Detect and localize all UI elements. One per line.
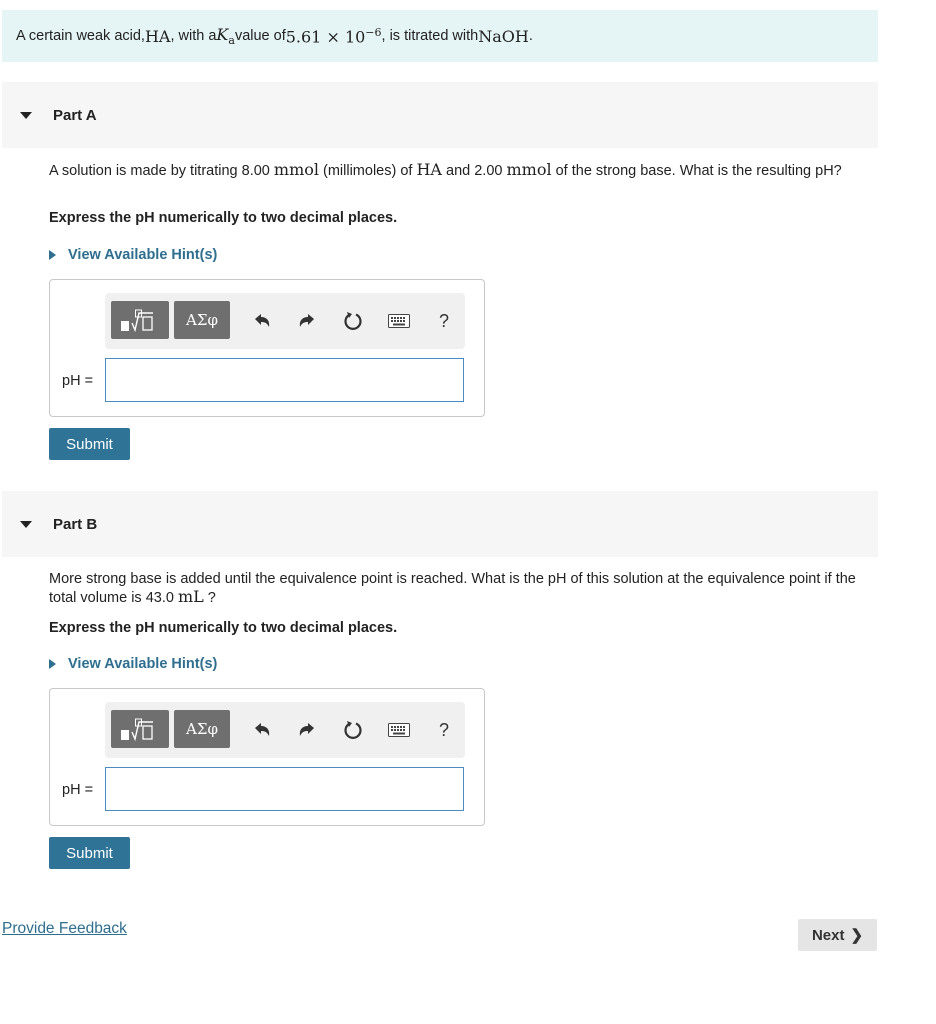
- ph-label: pH =: [62, 373, 94, 389]
- part-a-title: Part A: [53, 106, 97, 124]
- redo-icon[interactable]: [295, 718, 319, 742]
- undo-icon[interactable]: [250, 718, 274, 742]
- redo-icon[interactable]: [295, 309, 319, 333]
- part-b-header[interactable]: [2, 491, 878, 557]
- part-a-submit-button[interactable]: Submit: [49, 428, 130, 460]
- expand-hint-icon: [49, 250, 56, 260]
- ph-answer-input[interactable]: [105, 767, 464, 811]
- intro-text-2: , with a: [170, 28, 217, 44]
- ph-label: pH =: [62, 782, 94, 798]
- hint-label: View Available Hint(s): [68, 247, 218, 263]
- collapse-caret-icon[interactable]: [20, 521, 32, 528]
- part-b-instructions: Express the pH numerically to two decimal places.: [49, 620, 398, 636]
- templates-icon[interactable]: [111, 301, 169, 339]
- part-a-hint-link[interactable]: [49, 247, 217, 263]
- chevron-right-icon: ❯: [850, 927, 864, 944]
- greek-symbols-icon[interactable]: ΑΣφ: [174, 710, 230, 748]
- expand-hint-icon: [49, 659, 56, 669]
- collapse-caret-icon[interactable]: [20, 112, 32, 119]
- ka-symbol: $K_a$: [216, 24, 235, 48]
- templates-icon[interactable]: [111, 710, 169, 748]
- intro-text-4: , is titrated with: [381, 28, 479, 44]
- reset-icon[interactable]: [341, 718, 365, 742]
- next-button[interactable]: [798, 919, 877, 951]
- ph-answer-input[interactable]: [105, 358, 464, 402]
- reset-icon[interactable]: [341, 309, 365, 333]
- next-label: Next: [811, 926, 845, 944]
- undo-icon[interactable]: [250, 309, 274, 333]
- keyboard-icon[interactable]: [387, 718, 411, 742]
- part-b-answer-box: [49, 688, 485, 826]
- help-icon[interactable]: ?: [438, 310, 449, 331]
- math-toolbar: [105, 702, 465, 758]
- help-icon[interactable]: ?: [438, 719, 449, 740]
- part-b-question: More strong base is added until the equivalence point is reached. What is the pH of this solution at the equivalence point if the total volume is 43.0 mL ?: [49, 571, 856, 606]
- math-toolbar: [105, 293, 465, 349]
- base-formula: NaOH: [478, 26, 529, 46]
- part-b-hint-link[interactable]: [49, 656, 217, 672]
- greek-symbols-icon[interactable]: ΑΣφ: [174, 301, 230, 339]
- keyboard-icon[interactable]: [387, 309, 411, 333]
- part-b-title: Part B: [53, 515, 98, 533]
- acid-formula: HA: [144, 26, 171, 46]
- problem-intro: [2, 10, 878, 62]
- intro-text-1: A certain weak acid,: [16, 28, 145, 44]
- part-b-submit-button[interactable]: Submit: [49, 837, 130, 869]
- part-a-question: A solution is made by titrating 8.00 mmol (millimoles) of HA and 2.00 mmol of the strong base. What is the resulting pH?: [49, 160, 842, 179]
- ka-value: $5.61 \times 10^{-6}$: [285, 25, 382, 47]
- part-a-answer-box: [49, 279, 485, 417]
- provide-feedback-link[interactable]: Provide Feedback: [2, 920, 127, 937]
- part-a-instructions: Express the pH numerically to two decimal places.: [49, 210, 398, 226]
- hint-label: View Available Hint(s): [68, 656, 218, 672]
- intro-text-3: value of: [234, 28, 286, 44]
- intro-text-5: .: [528, 28, 533, 44]
- part-a-header[interactable]: [2, 82, 878, 148]
